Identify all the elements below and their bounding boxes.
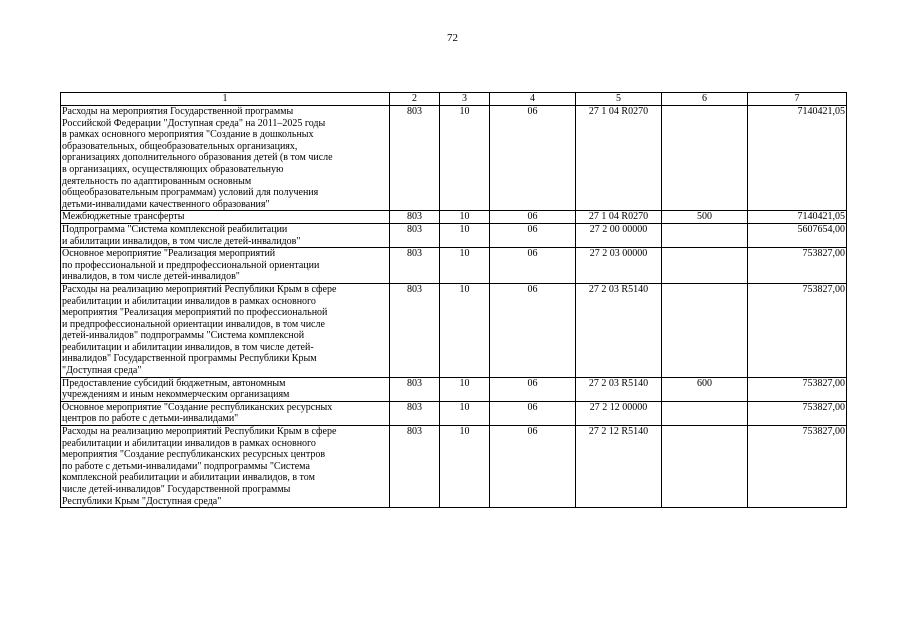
row-col6-cell — [662, 401, 748, 425]
row-col5-cell: 27 2 12 R5140 — [576, 426, 662, 508]
row-name-line: Российской Федерации "Доступная среда" на 2011–2025 годы — [62, 117, 326, 129]
header-cell-5: 5 — [576, 93, 662, 106]
row-col3-cell: 10 — [440, 401, 490, 425]
row-name-line: мероприятия "Реализация мероприятий по профессиональной — [62, 307, 328, 319]
row-amount-cell: 753827,00 — [748, 377, 847, 401]
budget-table — [60, 92, 847, 508]
row-name-line: Расходы на реализацию мероприятий Республики Крым в сфере — [62, 283, 337, 295]
row-col2-cell: 803 — [390, 377, 440, 401]
row-name-line: числе детей-инвалидов" Государственной программы — [62, 484, 291, 495]
row-amount-cell: 5607654,00 — [748, 223, 847, 247]
row-name-line: по профессиональной и предпрофессиональной ориентации — [62, 259, 320, 271]
row-col2-cell: 803 — [390, 401, 440, 425]
row-amount-cell: 753827,00 — [748, 283, 847, 377]
table-row — [61, 211, 847, 224]
row-col5-cell: 27 2 03 R5140 — [576, 377, 662, 401]
row-col2-cell: 803 — [390, 283, 440, 377]
header-cell-6: 6 — [662, 93, 748, 106]
row-col3-cell: 10 — [440, 248, 490, 284]
row-col6-cell — [662, 223, 748, 247]
row-col6-cell: 600 — [662, 377, 748, 401]
row-amount-cell: 753827,00 — [748, 401, 847, 425]
row-name-line: учреждениям и иным некоммерческим организациям — [62, 389, 290, 401]
row-name-line: деятельность по адаптированным основным — [62, 175, 252, 187]
row-col2-cell: 803 — [390, 426, 440, 508]
row-col5-cell: 27 2 12 00000 — [576, 401, 662, 425]
row-col6-cell: 500 — [662, 211, 748, 224]
row-name-line: по работе с детьми-инвалидами" подпрограммы "Система — [62, 460, 310, 472]
row-col2-cell: 803 — [390, 211, 440, 224]
row-amount-cell: 7140421,05 — [748, 211, 847, 224]
row-col2-cell: 803 — [390, 223, 440, 247]
row-col4-cell: 06 — [490, 248, 576, 284]
row-name-line: Подпрограмма "Система комплексной реабилитации — [62, 223, 288, 235]
row-name-cell — [61, 283, 390, 377]
row-name-line: и абилитации инвалидов, в том числе детей-инвалидов" — [62, 235, 301, 247]
row-col4-cell: 06 — [490, 426, 576, 508]
row-col4-cell: 06 — [490, 377, 576, 401]
row-name-line: Предоставление субсидий бюджетным, автономным — [62, 377, 286, 389]
header-row — [61, 93, 847, 106]
row-name-line: и предпрофессиональной ориентации инвалидов, в том числе — [62, 318, 325, 330]
row-col4-cell: 06 — [490, 401, 576, 425]
row-name-line: реабилитации и абилитации инвалидов в рамках основного — [62, 437, 316, 449]
row-col4-cell: 06 — [490, 211, 576, 224]
row-col3-cell: 10 — [440, 211, 490, 224]
row-name-cell — [61, 401, 390, 425]
row-col6-cell — [662, 283, 748, 377]
row-name-line: детей-инвалидов" подпрограммы "Система комплексной — [62, 330, 305, 342]
row-col5-cell: 27 1 04 R0270 — [576, 106, 662, 211]
row-col5-cell: 27 1 04 R0270 — [576, 211, 662, 224]
row-col6-cell — [662, 248, 748, 284]
row-amount-cell: 753827,00 — [748, 248, 847, 284]
row-col5-cell: 27 2 03 R5140 — [576, 283, 662, 377]
row-col5-cell: 27 2 03 00000 — [576, 248, 662, 284]
row-name-line: Расходы на реализацию мероприятий Республики Крым в сфере — [62, 426, 337, 438]
row-name-line: мероприятия "Создание республиканских ресурсных центров — [62, 449, 326, 461]
row-name-line: образовательных, общеобразовательных организациях, — [62, 140, 298, 152]
row-col5-cell: 27 2 00 00000 — [576, 223, 662, 247]
row-name-line: общеобразовательным программам) условий для получения — [62, 187, 319, 199]
row-name-line: Республики Крым "Доступная среда" — [62, 495, 222, 507]
row-name-line: реабилитации и абилитации инвалидов в рамках основного — [62, 295, 316, 307]
table-row — [61, 248, 847, 284]
row-name-line: в организациях, осуществляющих образовательную — [62, 163, 284, 175]
row-col6-cell — [662, 106, 748, 211]
row-name-line: центров по работе с детьми-инвалидами" — [62, 413, 239, 425]
row-name-line: "Доступная среда" — [62, 365, 142, 377]
row-name-line: Основное мероприятие "Реализация мероприятий — [62, 248, 276, 260]
row-col2-cell: 803 — [390, 106, 440, 211]
row-col4-cell: 06 — [490, 283, 576, 377]
row-name-cell — [61, 223, 390, 247]
row-amount-cell: 753827,00 — [748, 426, 847, 508]
table-row — [61, 223, 847, 247]
row-name-line: Расходы на мероприятия Государственной программы — [62, 106, 294, 117]
row-name-cell — [61, 211, 390, 224]
row-col4-cell: 06 — [490, 106, 576, 211]
row-col3-cell: 10 — [440, 283, 490, 377]
row-name-line: в рамках основного мероприятия "Создание в дошкольных — [62, 129, 314, 141]
row-name-cell — [61, 106, 390, 211]
row-name-cell — [61, 426, 390, 508]
row-col2-cell: 803 — [390, 248, 440, 284]
row-col3-cell: 10 — [440, 426, 490, 508]
row-name-line: организациях дополнительного образования детей (в том числе — [62, 152, 333, 164]
row-amount-cell: 7140421,05 — [748, 106, 847, 211]
table-row — [61, 401, 847, 425]
row-name-line: Основное мероприятие "Создание республиканских ресурсных — [62, 401, 333, 413]
table-row — [61, 283, 847, 377]
row-name-cell — [61, 377, 390, 401]
table-row — [61, 106, 847, 211]
header-cell-7: 7 — [748, 93, 847, 106]
table-row — [61, 426, 847, 508]
row-col4-cell: 06 — [490, 223, 576, 247]
row-name-line: реабилитации и абилитации инвалидов, в том числе детей- — [62, 341, 314, 353]
table-row — [61, 377, 847, 401]
row-name-line: детьми-инвалидами качественного образования" — [62, 198, 270, 210]
row-name-line: комплексной реабилитации и абилитации инвалидов, в том — [62, 472, 315, 484]
row-col3-cell: 10 — [440, 377, 490, 401]
page-number: 72 — [447, 32, 458, 44]
row-name-line: Межбюджетные трансферты — [62, 211, 185, 223]
row-col3-cell: 10 — [440, 223, 490, 247]
header-cell-4: 4 — [490, 93, 576, 106]
header-cell-1: 1 — [61, 93, 390, 106]
row-col6-cell — [662, 426, 748, 508]
row-name-cell — [61, 248, 390, 284]
header-cell-3: 3 — [440, 93, 490, 106]
row-name-line: инвалидов, в том числе детей-инвалидов" — [62, 271, 240, 283]
header-cell-2: 2 — [390, 93, 440, 106]
row-name-line: инвалидов" Государственной программы Республики Крым — [62, 353, 317, 365]
row-col3-cell: 10 — [440, 106, 490, 211]
